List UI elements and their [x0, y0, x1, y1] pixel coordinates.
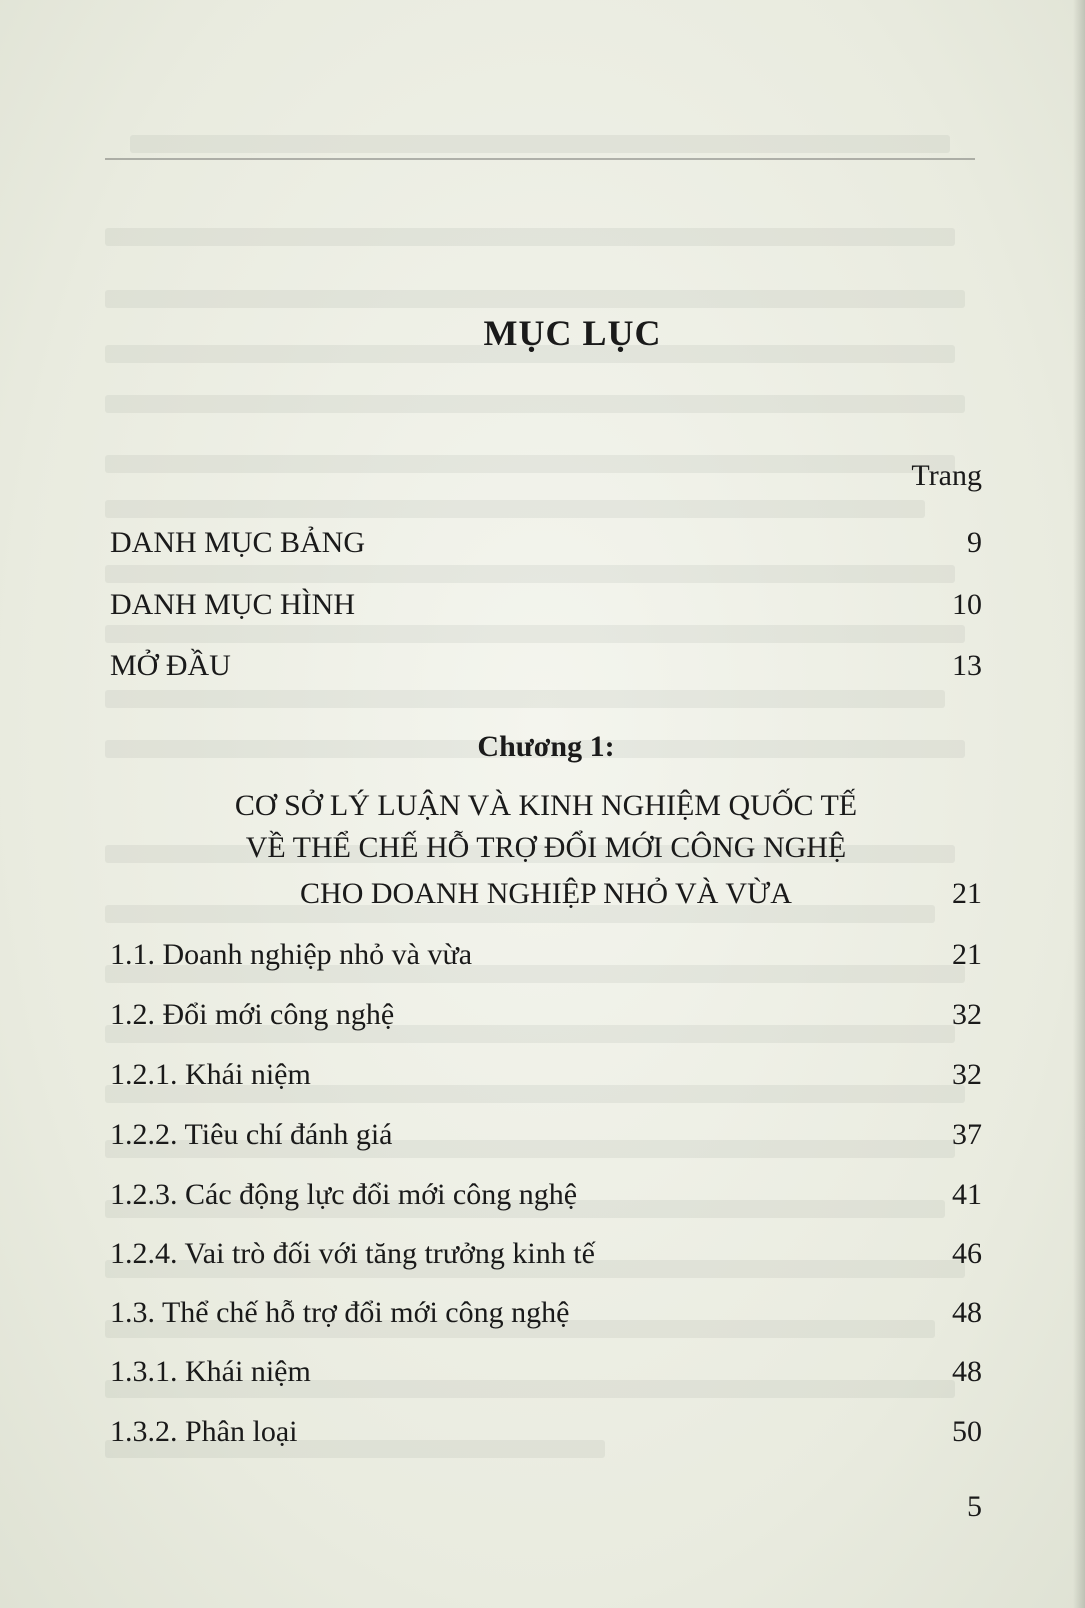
bleed-header-rule	[105, 158, 975, 160]
page-column-label: Trang	[911, 459, 982, 492]
toc-entry-label: DANH MỤC HÌNH	[110, 588, 355, 621]
toc-entry-label: 1.2.2. Tiêu chí đánh giá	[110, 1118, 393, 1151]
toc-title: MỤC LỤC	[483, 313, 662, 353]
scan-edge-shadow	[1073, 0, 1085, 1608]
toc-entry-danh-muc-hinh[interactable]	[110, 585, 982, 625]
page-number: 5	[967, 1490, 982, 1523]
chapter-heading: Chương 1:	[477, 730, 615, 763]
toc-entry-page: 48	[952, 1296, 982, 1329]
toc-entry-label: 1.3.1. Khái niệm	[110, 1355, 311, 1388]
chapter-title-line-3: CHO DOANH NGHIỆP NHỎ VÀ VỪA	[300, 877, 792, 910]
toc-entry-page: 9	[967, 526, 982, 559]
toc-entry-mo-dau[interactable]	[110, 646, 982, 686]
toc-entry-page: 10	[952, 588, 982, 621]
toc-entry-1-2-2[interactable]	[110, 1115, 982, 1155]
toc-entry-page: 21	[952, 938, 982, 971]
toc-entry-1-2-3[interactable]	[110, 1175, 982, 1215]
toc-entry-label: 1.2. Đổi mới công nghệ	[110, 998, 395, 1031]
chapter-title-line-2[interactable]: VỀ THỂ CHẾ HỖ TRỢ ĐỔI MỚI CÔNG NGHỆ	[245, 831, 847, 864]
toc-entry-1-2[interactable]	[110, 995, 982, 1035]
toc-entry-page: 13	[952, 649, 982, 682]
toc-entry-page: 48	[952, 1355, 982, 1388]
toc-entry-1-2-4[interactable]	[110, 1234, 982, 1274]
toc-entry-label: 1.1. Doanh nghiệp nhỏ và vừa	[110, 938, 473, 971]
toc-entry-label: 1.2.1. Khái niệm	[110, 1058, 311, 1091]
toc-entry-page: 46	[952, 1237, 982, 1270]
toc-entry-label: 1.2.3. Các động lực đổi mới công nghệ	[110, 1178, 578, 1211]
toc-entry-1-1[interactable]	[110, 935, 982, 975]
toc-entry-1-3[interactable]	[110, 1293, 982, 1333]
toc-entry-label: MỞ ĐẦU	[110, 649, 231, 682]
toc-entry-page: 21	[952, 877, 982, 910]
toc-entry-page: 41	[952, 1178, 982, 1211]
toc-entry-label: 1.3. Thể chế hỗ trợ đổi mới công nghệ	[110, 1296, 570, 1329]
chapter-title-line-1[interactable]: CƠ SỞ LÝ LUẬN VÀ KINH NGHIỆM QUỐC TẾ	[234, 789, 858, 822]
toc-entry-label: 1.3.2. Phân loại	[110, 1415, 298, 1448]
toc-entry-label: 1.2.4. Vai trò đối với tăng trưởng kinh tế	[110, 1237, 595, 1270]
toc-entry-1-3-2[interactable]	[110, 1412, 982, 1452]
toc-entry-1-3-1[interactable]	[110, 1352, 982, 1392]
toc-entry-page: 32	[952, 1058, 982, 1091]
toc-entry-1-2-1[interactable]	[110, 1055, 982, 1095]
toc-entry-label: DANH MỤC BẢNG	[110, 526, 366, 559]
toc-entry-page: 32	[952, 998, 982, 1031]
toc-entry-danh-muc-bang[interactable]	[110, 523, 982, 563]
toc-entry-chapter-1[interactable]	[110, 874, 982, 914]
toc-entry-page: 50	[952, 1415, 982, 1448]
toc-entry-page: 37	[952, 1118, 982, 1151]
